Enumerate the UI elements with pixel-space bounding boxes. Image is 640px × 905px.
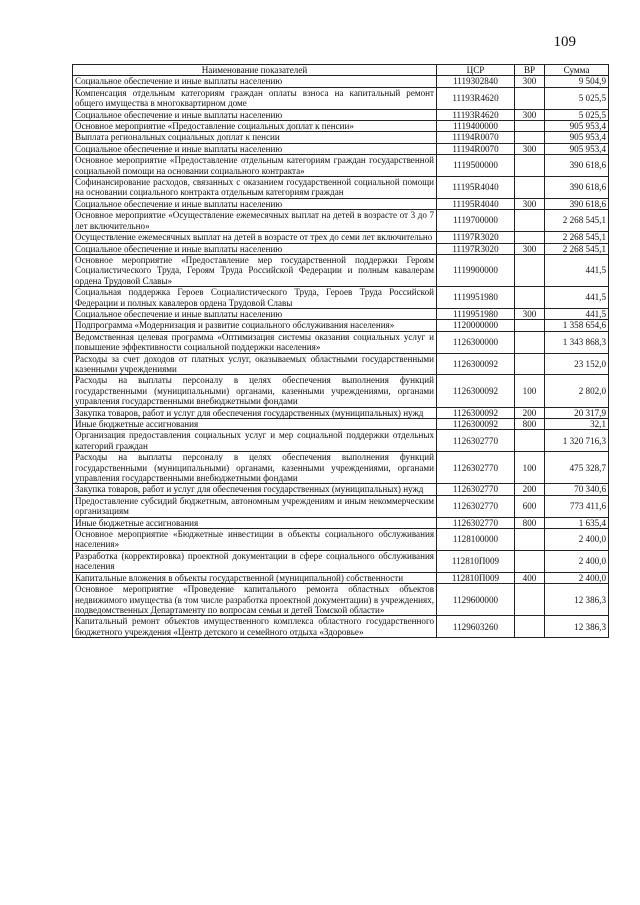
table-row bbox=[73, 550, 609, 572]
cell-name: Подпрограмма «Модернизация и развитие социального обслуживания населения» bbox=[73, 320, 437, 331]
cell-name: Иные бюджетные ассигнования bbox=[73, 419, 437, 430]
header-csr: ЦСР bbox=[437, 65, 515, 76]
table-row bbox=[73, 353, 609, 375]
cell-name: Капитальные вложения в объекты государственной (муниципальной) собственности bbox=[73, 572, 437, 583]
cell-sum: 9 504,9 bbox=[545, 76, 609, 87]
cell-csr: 1119302840 bbox=[437, 76, 515, 87]
table-row bbox=[73, 210, 609, 232]
cell-vr bbox=[515, 155, 545, 177]
cell-vr: 600 bbox=[515, 495, 545, 517]
cell-csr: 11194R0070 bbox=[437, 143, 515, 154]
cell-sum: 5 025,5 bbox=[545, 109, 609, 120]
table-row bbox=[73, 517, 609, 528]
table-header-row bbox=[73, 65, 609, 76]
cell-csr: 11195R4040 bbox=[437, 198, 515, 209]
cell-csr: 112810П009 bbox=[437, 550, 515, 572]
table-row bbox=[73, 407, 609, 418]
cell-sum: 12 386,3 bbox=[545, 616, 609, 638]
cell-sum: 70 340,6 bbox=[545, 484, 609, 495]
cell-sum: 1 635,4 bbox=[545, 517, 609, 528]
cell-sum: 441,5 bbox=[545, 308, 609, 319]
cell-name: Основное мероприятие «Предоставление отдельным категориям граждан государственной социальной помощи на основании социального контракта» bbox=[73, 155, 437, 177]
cell-name: Основное мероприятие «Предоставление мер государственной поддержки Героям Социалистического Труда, Героям Труда Российской Федерации и полным кавалерам ордена Трудовой Славы» bbox=[73, 254, 437, 286]
cell-sum: 32,1 bbox=[545, 419, 609, 430]
cell-csr: 11193R4620 bbox=[437, 87, 515, 109]
cell-csr: 1119951980 bbox=[437, 287, 515, 309]
cell-name: Расходы за счет доходов от платных услуг, оказываемых областными государственными казенными учреждениями bbox=[73, 353, 437, 375]
cell-sum: 390 618,6 bbox=[545, 177, 609, 199]
cell-name: Основное мероприятие «Проведение капитального ремонта областных объектов недвижимого имущества (в том числе разработка проектной документации) в учреждениях, подведомственных Департаменту по вопросам семьи и детей Томской области» bbox=[73, 584, 437, 616]
cell-sum: 773 411,6 bbox=[545, 495, 609, 517]
cell-name: Закупка товаров, работ и услуг для обеспечения государственных (муниципальных) нужд bbox=[73, 407, 437, 418]
cell-vr: 200 bbox=[515, 484, 545, 495]
cell-sum: 5 025,5 bbox=[545, 87, 609, 109]
header-sum: Сумма bbox=[545, 65, 609, 76]
cell-name: Расходы на выплаты персоналу в целях обеспечения выполнения функций государственными (муниципальными) органами, казенными учреждениями, органами управления государственными внебюджетными фондами bbox=[73, 375, 437, 407]
cell-sum: 1 343 868,3 bbox=[545, 331, 609, 353]
cell-csr: 1126300092 bbox=[437, 375, 515, 407]
table-row bbox=[73, 616, 609, 638]
cell-sum: 2 400,0 bbox=[545, 550, 609, 572]
cell-csr: 1129603260 bbox=[437, 616, 515, 638]
cell-sum: 2 268 545,1 bbox=[545, 232, 609, 243]
table-row bbox=[73, 320, 609, 331]
cell-sum: 2 802,0 bbox=[545, 375, 609, 407]
cell-vr bbox=[515, 254, 545, 286]
cell-name: Расходы на выплаты персоналу в целях обеспечения выполнения функций государственными (муниципальными) органами, казенными учреждениями, органами управления государственными внебюджетными фондами bbox=[73, 452, 437, 484]
cell-csr: 1120000000 bbox=[437, 320, 515, 331]
cell-vr: 300 bbox=[515, 243, 545, 254]
cell-vr bbox=[515, 320, 545, 331]
table-row bbox=[73, 198, 609, 209]
cell-name: Предоставление субсидий бюджетным, автономным учреждениям и иным некоммерческим организациям bbox=[73, 495, 437, 517]
cell-name: Основное мероприятие «Предоставление социальных доплат к пенсии» bbox=[73, 121, 437, 132]
cell-name: Социальное обеспечение и иные выплаты населению bbox=[73, 308, 437, 319]
cell-name: Разработка (корректировка) проектной документации в сфере социального обслуживания населения bbox=[73, 550, 437, 572]
cell-csr: 1126300000 bbox=[437, 331, 515, 353]
cell-name: Основное мероприятие «Бюджетные инвестиции в объекты социального обслуживания населения» bbox=[73, 529, 437, 551]
cell-sum: 2 268 545,1 bbox=[545, 243, 609, 254]
cell-csr: 1119951980 bbox=[437, 308, 515, 319]
cell-csr: 1126300092 bbox=[437, 419, 515, 430]
table-row bbox=[73, 484, 609, 495]
table-row bbox=[73, 529, 609, 551]
table-row bbox=[73, 243, 609, 254]
cell-vr: 300 bbox=[515, 76, 545, 87]
table-body bbox=[73, 76, 609, 638]
cell-sum: 2 268 545,1 bbox=[545, 210, 609, 232]
cell-vr bbox=[515, 616, 545, 638]
table-row bbox=[73, 232, 609, 243]
cell-sum: 20 317,9 bbox=[545, 407, 609, 418]
cell-name: Иные бюджетные ассигнования bbox=[73, 517, 437, 528]
cell-name: Организация предоставления социальных услуг и мер социальной поддержки отдельных категорий граждан bbox=[73, 430, 437, 452]
cell-csr: 11197R3020 bbox=[437, 243, 515, 254]
cell-csr: 1119500000 bbox=[437, 155, 515, 177]
cell-vr: 100 bbox=[515, 452, 545, 484]
cell-vr bbox=[515, 584, 545, 616]
cell-csr: 1129600000 bbox=[437, 584, 515, 616]
cell-sum: 1 358 654,6 bbox=[545, 320, 609, 331]
cell-vr: 100 bbox=[515, 375, 545, 407]
cell-sum: 905 953,4 bbox=[545, 132, 609, 143]
table-row bbox=[73, 375, 609, 407]
cell-sum: 2 400,0 bbox=[545, 529, 609, 551]
table-row bbox=[73, 331, 609, 353]
table-row bbox=[73, 572, 609, 583]
cell-vr bbox=[515, 353, 545, 375]
table-row bbox=[73, 143, 609, 154]
header-name: Наименование показателей bbox=[73, 65, 437, 76]
cell-name: Ведомственная целевая программа «Оптимизация системы оказания социальных услуг и повышение эффективности социальной поддержки населения» bbox=[73, 331, 437, 353]
cell-name: Выплата региональных социальных доплат к пенсии bbox=[73, 132, 437, 143]
cell-name: Компенсация отдельным категориям граждан оплаты взноса на капитальный ремонт общего имущества в многоквартирном доме bbox=[73, 87, 437, 109]
cell-name: Социальное обеспечение и иные выплаты населению bbox=[73, 198, 437, 209]
cell-name: Социальное обеспечение и иные выплаты населению bbox=[73, 243, 437, 254]
cell-vr: 800 bbox=[515, 517, 545, 528]
cell-vr bbox=[515, 177, 545, 199]
cell-name: Социальное обеспечение и иные выплаты населению bbox=[73, 143, 437, 154]
cell-vr bbox=[515, 287, 545, 309]
cell-vr bbox=[515, 210, 545, 232]
cell-csr: 1119700000 bbox=[437, 210, 515, 232]
table-row bbox=[73, 121, 609, 132]
cell-csr: 1126302770 bbox=[437, 484, 515, 495]
cell-vr: 800 bbox=[515, 419, 545, 430]
cell-vr bbox=[515, 232, 545, 243]
cell-vr bbox=[515, 87, 545, 109]
table-row bbox=[73, 109, 609, 120]
cell-name: Софинансирование расходов, связанных с оказанием государственной социальной помощи на основании социального контракта отдельным категориям граждан bbox=[73, 177, 437, 199]
cell-sum: 12 386,3 bbox=[545, 584, 609, 616]
cell-vr: 300 bbox=[515, 143, 545, 154]
table-row bbox=[73, 76, 609, 87]
cell-vr: 400 bbox=[515, 572, 545, 583]
cell-sum: 475 328,7 bbox=[545, 452, 609, 484]
table-row bbox=[73, 430, 609, 452]
budget-table bbox=[72, 64, 609, 638]
table-row bbox=[73, 177, 609, 199]
cell-csr: 112810П009 bbox=[437, 572, 515, 583]
cell-csr: 1126300092 bbox=[437, 353, 515, 375]
cell-name: Социальное обеспечение и иные выплаты населению bbox=[73, 109, 437, 120]
cell-csr: 1126302770 bbox=[437, 430, 515, 452]
cell-csr: 11194R0070 bbox=[437, 132, 515, 143]
table-row bbox=[73, 419, 609, 430]
cell-name: Социальное обеспечение и иные выплаты населению bbox=[73, 76, 437, 87]
cell-vr bbox=[515, 550, 545, 572]
cell-sum: 390 618,6 bbox=[545, 198, 609, 209]
cell-name: Социальная поддержка Героев Социалистического Труда, Героев Труда Российской Федерации и полных кавалеров ордена Трудовой Славы bbox=[73, 287, 437, 309]
cell-csr: 11195R4040 bbox=[437, 177, 515, 199]
cell-vr bbox=[515, 331, 545, 353]
table-row bbox=[73, 287, 609, 309]
cell-csr: 1128100000 bbox=[437, 529, 515, 551]
cell-vr bbox=[515, 430, 545, 452]
cell-sum: 390 618,6 bbox=[545, 155, 609, 177]
cell-name: Капитальный ремонт объектов имущественного комплекса областного государственного бюджетного учреждения «Центр детского и семейного отдыха «Здоровье» bbox=[73, 616, 437, 638]
cell-name: Основное мероприятие «Осуществление ежемесячных выплат на детей в возрасте от 3 до 7 лет включительно» bbox=[73, 210, 437, 232]
cell-vr: 300 bbox=[515, 109, 545, 120]
table-row bbox=[73, 155, 609, 177]
cell-csr: 1126302770 bbox=[437, 495, 515, 517]
cell-sum: 441,5 bbox=[545, 287, 609, 309]
cell-sum: 905 953,4 bbox=[545, 121, 609, 132]
cell-sum: 441,5 bbox=[545, 254, 609, 286]
cell-csr: 1126300092 bbox=[437, 407, 515, 418]
cell-csr: 1126302770 bbox=[437, 517, 515, 528]
cell-vr: 300 bbox=[515, 198, 545, 209]
cell-csr: 1126302770 bbox=[437, 452, 515, 484]
cell-name: Осуществление ежемесячных выплат на детей в возрасте от трех до семи лет включительно bbox=[73, 232, 437, 243]
cell-vr bbox=[515, 121, 545, 132]
table-row bbox=[73, 452, 609, 484]
cell-name: Закупка товаров, работ и услуг для обеспечения государственных (муниципальных) нужд bbox=[73, 484, 437, 495]
cell-csr: 11193R4620 bbox=[437, 109, 515, 120]
cell-vr bbox=[515, 529, 545, 551]
cell-vr: 300 bbox=[515, 308, 545, 319]
cell-csr: 1119900000 bbox=[437, 254, 515, 286]
page-number: 109 bbox=[553, 34, 576, 50]
cell-csr: 1119400000 bbox=[437, 121, 515, 132]
table-row bbox=[73, 495, 609, 517]
cell-sum: 23 152,0 bbox=[545, 353, 609, 375]
header-vr: ВР bbox=[515, 65, 545, 76]
table-row bbox=[73, 254, 609, 286]
table-row bbox=[73, 308, 609, 319]
table-row bbox=[73, 584, 609, 616]
cell-sum: 905 953,4 bbox=[545, 143, 609, 154]
cell-vr: 200 bbox=[515, 407, 545, 418]
table-row bbox=[73, 87, 609, 109]
table-row bbox=[73, 132, 609, 143]
cell-csr: 11197R3020 bbox=[437, 232, 515, 243]
cell-vr bbox=[515, 132, 545, 143]
cell-sum: 1 320 716,3 bbox=[545, 430, 609, 452]
cell-sum: 2 400,0 bbox=[545, 572, 609, 583]
